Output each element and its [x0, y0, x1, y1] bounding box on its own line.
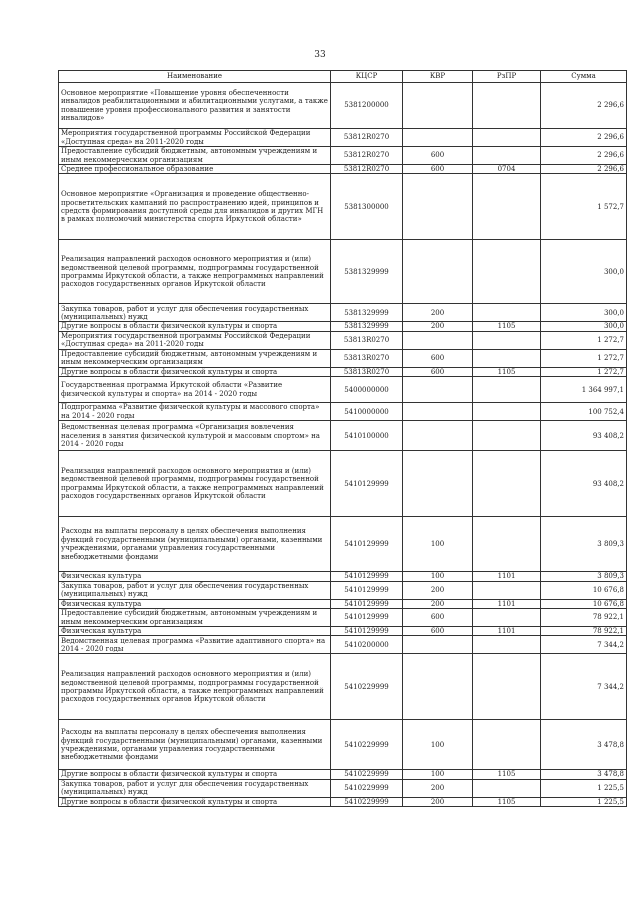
row-kvr-cell: 100	[403, 517, 473, 572]
row-kcsr-cell: 5410100000	[331, 421, 403, 451]
table-row	[59, 349, 627, 367]
row-kcsr-cell: 5410229999	[331, 797, 403, 806]
row-name-cell: Основное мероприятие «Организация и проведение общественно-просветительских кампаний по распространению идей, принципов и средств формирования доступной среды для инвалидов и других МГН в рамках полномочий министерства спорта Иркутской области»	[59, 174, 331, 240]
row-kvr-cell	[403, 451, 473, 517]
table-row	[59, 572, 627, 581]
row-kcsr-cell: 5410229999	[331, 770, 403, 779]
row-sum-cell: 3 478,8	[541, 720, 627, 770]
row-sum-cell: 1 272,7	[541, 331, 627, 349]
row-kcsr-cell: 5410129999	[331, 517, 403, 572]
row-rzpr-cell	[473, 377, 541, 403]
row-rzpr-cell: 1105	[473, 770, 541, 779]
row-kcsr-cell: 5410229999	[331, 654, 403, 720]
budget-table	[58, 70, 627, 807]
row-rzpr-cell	[473, 451, 541, 517]
row-name-cell: Государственная программа Иркутской области «Развитие физической культуры и спорта» на 2014 - 2020 годы	[59, 377, 331, 403]
row-rzpr-cell: 0704	[473, 165, 541, 174]
row-sum-cell: 3 809,3	[541, 517, 627, 572]
row-sum-cell: 300,0	[541, 240, 627, 304]
row-rzpr-cell: 1101	[473, 627, 541, 636]
row-kvr-cell: 200	[403, 797, 473, 806]
row-kvr-cell	[403, 174, 473, 240]
row-kvr-cell: 200	[403, 779, 473, 797]
table-row	[59, 599, 627, 608]
row-sum-cell: 1 225,5	[541, 797, 627, 806]
row-kvr-cell: 600	[403, 349, 473, 367]
table-row	[59, 654, 627, 720]
row-name-cell: Закупка товаров, работ и услуг для обеспечения государственных (муниципальных) нужд	[59, 779, 331, 797]
row-name-cell: Другие вопросы в области физической культуры и спорта	[59, 367, 331, 376]
row-sum-cell: 1 572,7	[541, 174, 627, 240]
table-header-row	[59, 71, 627, 83]
table-row	[59, 517, 627, 572]
table-row	[59, 129, 627, 147]
row-kcsr-cell: 5410129999	[331, 581, 403, 599]
row-rzpr-cell: 1105	[473, 367, 541, 376]
table-row	[59, 83, 627, 129]
row-sum-cell: 78 922,1	[541, 627, 627, 636]
row-kcsr-cell: 5410000000	[331, 403, 403, 421]
row-kcsr-cell: 5410200000	[331, 636, 403, 654]
row-kcsr-cell: 5410229999	[331, 779, 403, 797]
table-row	[59, 331, 627, 349]
row-rzpr-cell	[473, 654, 541, 720]
row-kcsr-cell: 5381200000	[331, 83, 403, 129]
row-name-cell: Предоставление субсидий бюджетным, автономным учреждениям и иным некоммерческим организациям	[59, 349, 331, 367]
table-row	[59, 174, 627, 240]
row-sum-cell: 3 809,3	[541, 572, 627, 581]
row-kvr-cell: 600	[403, 147, 473, 165]
row-rzpr-cell	[473, 147, 541, 165]
row-sum-cell: 7 344,2	[541, 636, 627, 654]
row-name-cell: Другие вопросы в области физической культуры и спорта	[59, 770, 331, 779]
row-rzpr-cell	[473, 349, 541, 367]
row-rzpr-cell: 1101	[473, 599, 541, 608]
row-sum-cell: 10 676,8	[541, 599, 627, 608]
row-kcsr-cell: 5410129999	[331, 609, 403, 627]
row-name-cell: Другие вопросы в области физической культуры и спорта	[59, 797, 331, 806]
row-rzpr-cell	[473, 304, 541, 322]
row-rzpr-cell	[473, 421, 541, 451]
row-kcsr-cell: 5381329999	[331, 322, 403, 331]
row-kvr-cell	[403, 403, 473, 421]
row-sum-cell: 7 344,2	[541, 654, 627, 720]
table-row	[59, 377, 627, 403]
table-row	[59, 770, 627, 779]
table-row	[59, 609, 627, 627]
table-row	[59, 403, 627, 421]
row-kcsr-cell: 5410129999	[331, 572, 403, 581]
row-sum-cell: 1 364 997,1	[541, 377, 627, 403]
row-kcsr-cell: 53813R0270	[331, 331, 403, 349]
row-kvr-cell	[403, 654, 473, 720]
row-kvr-cell	[403, 83, 473, 129]
row-kvr-cell: 100	[403, 720, 473, 770]
row-name-cell: Реализация направлений расходов основного мероприятия и (или) ведомственной целевой программы, подпрограммы государственной программы Иркутской области, а также непрограммных направлений расходов государственных органов Иркутской области	[59, 451, 331, 517]
row-kvr-cell	[403, 421, 473, 451]
row-kcsr-cell: 53812R0270	[331, 129, 403, 147]
row-kcsr-cell: 53812R0270	[331, 165, 403, 174]
row-name-cell: Подпрограмма «Развитие физической культуры и массового спорта» на 2014 - 2020 годы	[59, 403, 331, 421]
row-name-cell: Предоставление субсидий бюджетным, автономным учреждениям и иным некоммерческим организациям	[59, 147, 331, 165]
table-row	[59, 720, 627, 770]
column-header-sum: Сумма	[541, 71, 627, 83]
row-name-cell: Другие вопросы в области физической культуры и спорта	[59, 322, 331, 331]
row-sum-cell: 93 408,2	[541, 451, 627, 517]
row-rzpr-cell	[473, 581, 541, 599]
row-kcsr-cell: 5381329999	[331, 240, 403, 304]
row-kvr-cell: 200	[403, 304, 473, 322]
row-kvr-cell: 600	[403, 165, 473, 174]
row-kvr-cell	[403, 331, 473, 349]
row-rzpr-cell	[473, 174, 541, 240]
row-name-cell: Основное мероприятие «Повышение уровня обеспеченности инвалидов реабилитационными и абилитационными услугами, а также повышение уровня профессионального развития и занятости инвалидов»	[59, 83, 331, 129]
row-rzpr-cell	[473, 517, 541, 572]
row-sum-cell: 2 296,6	[541, 147, 627, 165]
table-row	[59, 367, 627, 376]
row-rzpr-cell	[473, 403, 541, 421]
row-kvr-cell	[403, 636, 473, 654]
row-name-cell: Физическая культура	[59, 572, 331, 581]
table-row	[59, 322, 627, 331]
row-sum-cell: 2 296,6	[541, 129, 627, 147]
row-rzpr-cell	[473, 129, 541, 147]
row-kcsr-cell: 5381329999	[331, 304, 403, 322]
row-sum-cell: 93 408,2	[541, 421, 627, 451]
row-name-cell: Физическая культура	[59, 627, 331, 636]
row-kcsr-cell: 5410129999	[331, 599, 403, 608]
table-row	[59, 636, 627, 654]
row-sum-cell: 10 676,8	[541, 581, 627, 599]
row-kvr-cell: 600	[403, 367, 473, 376]
row-name-cell: Предоставление субсидий бюджетным, автономным учреждениям и иным некоммерческим организациям	[59, 609, 331, 627]
row-rzpr-cell	[473, 331, 541, 349]
row-rzpr-cell: 1101	[473, 572, 541, 581]
row-name-cell: Ведомственная целевая программа «Организация вовлечения населения в занятия физической культурой и массовым спортом» на 2014 - 2020 годы	[59, 421, 331, 451]
row-sum-cell: 1 272,7	[541, 367, 627, 376]
row-rzpr-cell	[473, 779, 541, 797]
row-sum-cell: 1 272,7	[541, 349, 627, 367]
row-kvr-cell: 600	[403, 627, 473, 636]
table-row	[59, 147, 627, 165]
row-sum-cell: 300,0	[541, 322, 627, 331]
row-rzpr-cell	[473, 636, 541, 654]
row-rzpr-cell	[473, 83, 541, 129]
row-kcsr-cell: 5410229999	[331, 720, 403, 770]
row-rzpr-cell	[473, 240, 541, 304]
table-row	[59, 165, 627, 174]
row-rzpr-cell	[473, 609, 541, 627]
row-name-cell: Расходы на выплаты персоналу в целях обеспечения выполнения функций государственными (муниципальными) органами, казенными учреждениями, органами управления государственными внебюджетными фондами	[59, 720, 331, 770]
row-name-cell: Мероприятия государственной программы Российской Федерации «Доступная среда» на 2011-2020 годы	[59, 331, 331, 349]
row-name-cell: Мероприятия государственной программы Российской Федерации «Доступная среда» на 2011-2020 годы	[59, 129, 331, 147]
table-row	[59, 779, 627, 797]
table-row	[59, 421, 627, 451]
column-header-name: Наименование	[59, 71, 331, 83]
row-rzpr-cell: 1105	[473, 322, 541, 331]
table-row	[59, 797, 627, 806]
row-name-cell: Среднее профессиональное образование	[59, 165, 331, 174]
row-sum-cell: 300,0	[541, 304, 627, 322]
row-sum-cell: 2 296,6	[541, 165, 627, 174]
row-name-cell: Ведомственная целевая программа «Развитие адаптивного спорта» на 2014 - 2020 годы	[59, 636, 331, 654]
table-row	[59, 304, 627, 322]
row-kvr-cell	[403, 240, 473, 304]
row-kcsr-cell: 5381300000	[331, 174, 403, 240]
row-sum-cell: 78 922,1	[541, 609, 627, 627]
row-rzpr-cell: 1105	[473, 797, 541, 806]
column-header-kvr: КВР	[403, 71, 473, 83]
row-name-cell: Реализация направлений расходов основного мероприятия и (или) ведомственной целевой программы, подпрограммы государственной программы Иркутской области, а также непрограммных направлений расходов государственных органов Иркутской области	[59, 240, 331, 304]
table-row	[59, 627, 627, 636]
row-rzpr-cell	[473, 720, 541, 770]
row-kvr-cell	[403, 377, 473, 403]
row-name-cell: Расходы на выплаты персоналу в целях обеспечения выполнения функций государственными (муниципальными) органами, казенными учреждениями, органами управления государственными внебюджетными фондами	[59, 517, 331, 572]
row-kcsr-cell: 53812R0270	[331, 147, 403, 165]
row-sum-cell: 1 225,5	[541, 779, 627, 797]
column-header-rzpr: РзПР	[473, 71, 541, 83]
page-number: 33	[314, 50, 326, 60]
row-name-cell: Закупка товаров, работ и услуг для обеспечения государственных (муниципальных) нужд	[59, 304, 331, 322]
table-row	[59, 240, 627, 304]
row-name-cell: Реализация направлений расходов основного мероприятия и (или) ведомственной целевой программы, подпрограммы государственной программы Иркутской области, а также непрограммных направлений расходов государственных органов Иркутской области	[59, 654, 331, 720]
row-sum-cell: 100 752,4	[541, 403, 627, 421]
row-kcsr-cell: 5400000000	[331, 377, 403, 403]
row-kvr-cell: 200	[403, 599, 473, 608]
row-kvr-cell: 200	[403, 581, 473, 599]
row-kvr-cell: 100	[403, 572, 473, 581]
row-kvr-cell: 200	[403, 322, 473, 331]
table-row	[59, 451, 627, 517]
row-sum-cell: 2 296,6	[541, 83, 627, 129]
row-sum-cell: 3 478,8	[541, 770, 627, 779]
row-kvr-cell	[403, 129, 473, 147]
row-kcsr-cell: 5410129999	[331, 451, 403, 517]
table-row	[59, 581, 627, 599]
row-kcsr-cell: 53813R0270	[331, 349, 403, 367]
row-kcsr-cell: 5410129999	[331, 627, 403, 636]
row-kvr-cell: 600	[403, 609, 473, 627]
row-name-cell: Закупка товаров, работ и услуг для обеспечения государственных (муниципальных) нужд	[59, 581, 331, 599]
column-header-kcsr: КЦСР	[331, 71, 403, 83]
row-kvr-cell: 100	[403, 770, 473, 779]
row-kcsr-cell: 53813R0270	[331, 367, 403, 376]
row-name-cell: Физическая культура	[59, 599, 331, 608]
